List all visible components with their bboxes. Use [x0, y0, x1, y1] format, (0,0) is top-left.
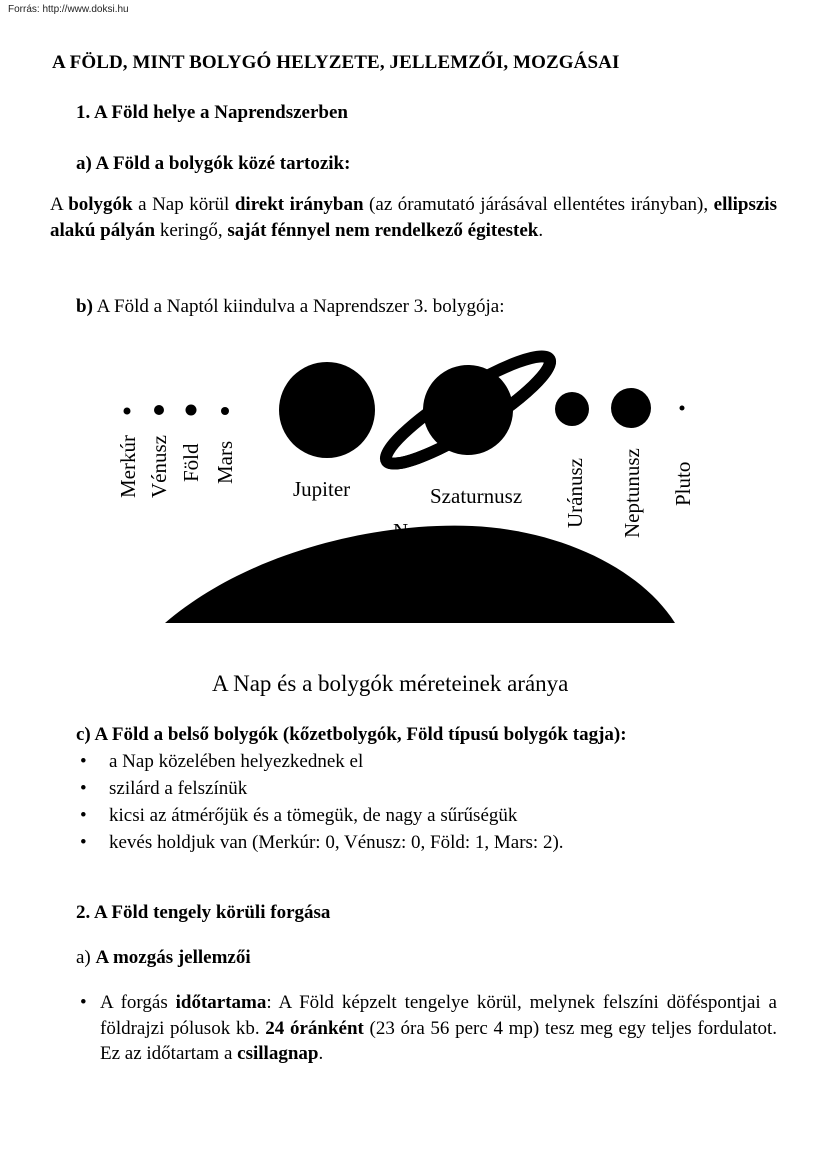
section1-b-line	[76, 296, 505, 318]
label-pluto: Pluto	[671, 461, 695, 506]
text-run: : A Föld képzelt tengelye körül, melynek felszíni döféspontjai a földrajzi pólusok kb.	[100, 992, 777, 1039]
a-title: A mozgás jellemzői	[95, 947, 251, 968]
text-run: a Nap körül	[132, 194, 235, 215]
list-item: • szilárd a felszínük	[76, 777, 564, 804]
label-jupiter: Jupiter	[293, 477, 351, 501]
a-label: a)	[76, 947, 96, 968]
uranusz-disc	[555, 392, 589, 426]
label-venusz: Vénusz	[147, 435, 171, 498]
figure-caption: A Nap és a bolygók méreteinek aránya	[212, 671, 569, 696]
label-fold: Föld	[179, 443, 203, 482]
solar-system-figure	[100, 340, 720, 712]
saturn-shape	[363, 340, 574, 499]
text-run: (az óramutató járásával ellentétes irányban),	[363, 194, 714, 215]
label-merkur: Merkúr	[116, 435, 140, 498]
list-item: • kicsi az átmérőjük és a tömegük, de nagy a sűrűségük	[76, 804, 564, 831]
fold-dot	[186, 405, 197, 416]
rotation-paragraph	[76, 990, 777, 1067]
bold-run: bolygók	[68, 194, 133, 215]
bold-run: ellipszis alakú pályán	[50, 194, 777, 241]
section1-heading: 1. A Föld helye a Naprendszerben	[76, 102, 348, 123]
list-item: • a Nap közelében helyezkednek el	[76, 750, 564, 777]
bold-run: időtartama	[175, 992, 267, 1013]
pluto-dot	[680, 406, 685, 411]
b-text: A Föld a Naptól kiindulva a Naprendszer 3. bolygója:	[92, 296, 505, 317]
label-mars: Mars	[213, 440, 237, 484]
bold-run: 24 óránként	[265, 1017, 364, 1039]
text-run: A	[50, 194, 69, 215]
section2-a-heading	[76, 947, 251, 969]
neptunusz-disc	[611, 388, 651, 428]
label-uranusz: Uránusz	[563, 458, 587, 528]
b-label: b)	[76, 296, 93, 317]
bold-run: csillagnap	[237, 1043, 319, 1064]
venusz-dot	[154, 405, 164, 415]
text-run: .	[318, 1043, 324, 1064]
merkur-dot	[124, 408, 131, 415]
bold-run: direkt irányban	[234, 194, 364, 215]
label-neptunusz: Neptunusz	[620, 448, 644, 538]
mars-dot	[221, 407, 229, 415]
section1-c-heading: c) A Föld a belső bolygók (kőzetbolygók, Föld típusú bolygók tagja):	[76, 724, 627, 745]
text-run: keringő,	[155, 219, 228, 241]
sun-arc	[165, 526, 675, 623]
text-run: A forgás	[100, 992, 176, 1013]
inner-planets-list	[76, 750, 564, 858]
bold-run: saját fénnyel nem rendelkező égitestek	[227, 219, 539, 241]
label-szaturnusz: Szaturnusz	[430, 484, 523, 508]
list-item: • kevés holdjuk van (Merkúr: 0, Vénusz: 0, Föld: 1, Mars: 2).	[76, 831, 564, 858]
section2-heading: 2. A Föld tengely körüli forgása	[76, 902, 331, 923]
page-title: A FÖLD, MINT BOLYGÓ HELYZETE, JELLEMZŐI, MOZGÁSAI	[52, 52, 620, 73]
section1-a-heading: a) A Föld a bolygók közé tartozik:	[76, 153, 351, 174]
jupiter-disc	[279, 362, 375, 458]
text-run: (23 óra 56 perc 4 mp) tesz meg egy teljes fordulatot. Ez az időtartam a	[100, 1017, 777, 1064]
planet-definition-paragraph	[50, 192, 777, 243]
rotation-text	[100, 990, 777, 1067]
source-line: Forrás: http://www.doksi.hu	[8, 4, 129, 15]
text-run: .	[538, 219, 544, 241]
bullet-icon: •	[80, 992, 87, 1013]
